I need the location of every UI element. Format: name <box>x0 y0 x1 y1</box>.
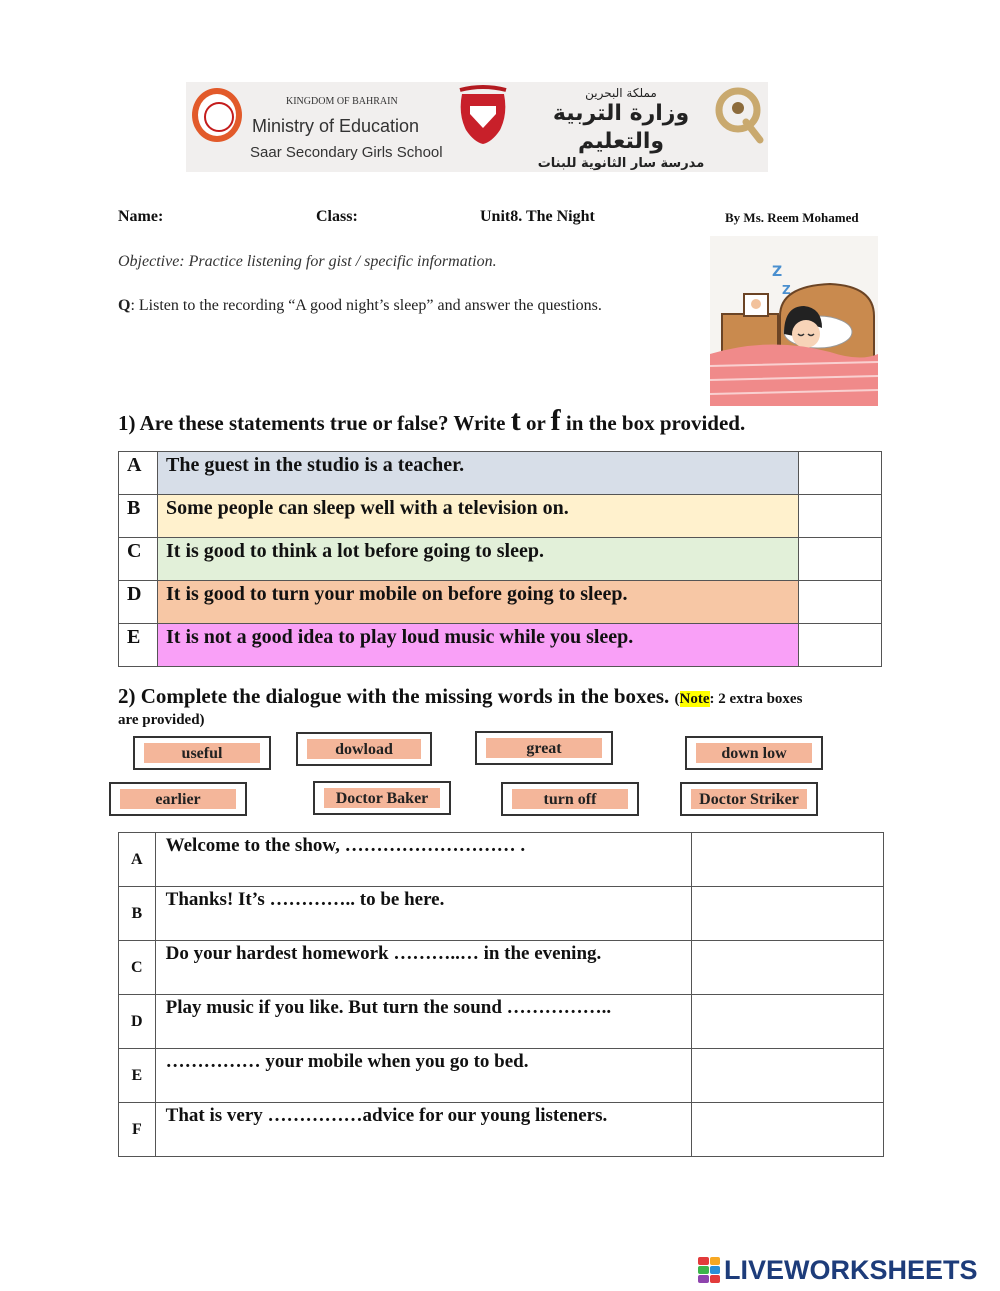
arabic-header-text: مملكة البحرين وزارة التربية والتعليم مدرسة سار الثانوية للبنات <box>537 86 705 171</box>
statement-text: The guest in the studio is a teacher. <box>158 452 799 495</box>
question-instruction: Q: Listen to the recording “A good night’s sleep” and answer the questions. <box>118 297 602 314</box>
row-letter: C <box>119 941 156 995</box>
answer-box[interactable] <box>691 887 883 941</box>
objective-text: Objective: Practice listening for gist / specific information. <box>118 253 497 270</box>
table-row <box>119 1103 884 1157</box>
liveworksheets-brand-text: LIVEWORKSHEETS <box>724 1254 978 1285</box>
row-letter: A <box>119 833 156 887</box>
answer-box[interactable] <box>799 495 882 538</box>
answer-box[interactable] <box>799 538 882 581</box>
table-row <box>119 452 882 495</box>
table-row <box>119 833 884 887</box>
unit-title: Unit8. The Night <box>480 208 595 225</box>
answer-box[interactable] <box>691 941 883 995</box>
sleeping-girl-icon <box>710 236 878 406</box>
kingdom-label: KINGDOM OF BAHRAIN <box>286 96 398 107</box>
answer-box[interactable] <box>799 624 882 667</box>
answer-box[interactable] <box>691 995 883 1049</box>
word-option-earlier[interactable]: earlier <box>109 782 247 816</box>
answer-box[interactable] <box>799 581 882 624</box>
dialogue-line: Do your hardest homework ………..… in the evening. <box>155 941 691 995</box>
word-option-great[interactable]: great <box>475 731 613 765</box>
table-row <box>119 495 882 538</box>
bahrain-emblem-icon <box>456 84 510 146</box>
word-option-turn-off[interactable]: turn off <box>501 782 639 816</box>
table-row <box>119 624 882 667</box>
row-letter: B <box>119 495 158 538</box>
school-seal-icon <box>192 88 242 142</box>
statement-text: Some people can sleep well with a television on. <box>158 495 799 538</box>
svg-text:Z: Z <box>772 264 783 280</box>
table-row <box>119 538 882 581</box>
name-field-label: Name: <box>118 208 164 225</box>
section1-title: 1) Are these statements true or false? Write t or f in the box provided. <box>118 404 746 437</box>
answer-box[interactable] <box>691 1049 883 1103</box>
dialogue-line: Thanks! It’s ………….. to be here. <box>155 887 691 941</box>
section2-title: 2) Complete the dialogue with the missing words in the boxes. (Note: 2 extra boxes <box>118 684 803 708</box>
dialogue-table <box>118 832 884 1157</box>
answer-box[interactable] <box>799 452 882 495</box>
word-option-doctor-striker[interactable]: Doctor Striker <box>680 782 818 816</box>
row-letter: E <box>119 1049 156 1103</box>
statement-text: It is good to think a lot before going to sleep. <box>158 538 799 581</box>
svg-text:Z: Z <box>782 283 791 297</box>
statement-text: It is not a good idea to play loud music while you sleep. <box>158 624 799 667</box>
table-row <box>119 581 882 624</box>
table-row <box>119 941 884 995</box>
word-option-useful[interactable]: useful <box>133 736 271 770</box>
dialogue-line: That is very ……………advice for our young listeners. <box>155 1103 691 1157</box>
word-option-down-low[interactable]: down low <box>685 736 823 770</box>
class-field-label: Class: <box>316 208 358 225</box>
answer-box[interactable] <box>691 833 883 887</box>
true-false-table <box>118 451 882 667</box>
liveworksheets-icon <box>698 1257 720 1283</box>
row-letter: A <box>119 452 158 495</box>
answer-box[interactable] <box>691 1103 883 1157</box>
section2-note-continuation: are provided) <box>118 712 205 728</box>
word-option-dowload[interactable]: dowload <box>296 732 432 766</box>
statement-text: It is good to turn your mobile on before going to sleep. <box>158 581 799 624</box>
row-letter: F <box>119 1103 156 1157</box>
author-label: By Ms. Reem Mohamed <box>725 210 859 225</box>
word-option-doctor-baker[interactable]: Doctor Baker <box>313 781 451 815</box>
school-label: Saar Secondary Girls School <box>250 144 443 161</box>
dialogue-line: …………… your mobile when you go to bed. <box>155 1049 691 1103</box>
ministry-label: Ministry of Education <box>252 116 420 136</box>
dialogue-line: Welcome to the show, ……………………… . <box>155 833 691 887</box>
table-row <box>119 1049 884 1103</box>
row-letter: D <box>119 995 156 1049</box>
row-letter: B <box>119 887 156 941</box>
row-letter: E <box>119 624 158 667</box>
quality-q-logo-icon <box>714 86 766 144</box>
table-row <box>119 887 884 941</box>
table-row <box>119 995 884 1049</box>
row-letter: C <box>119 538 158 581</box>
liveworksheets-logo <box>698 1254 978 1286</box>
dialogue-line: Play music if you like. But turn the sound …………….. <box>155 995 691 1049</box>
row-letter: D <box>119 581 158 624</box>
